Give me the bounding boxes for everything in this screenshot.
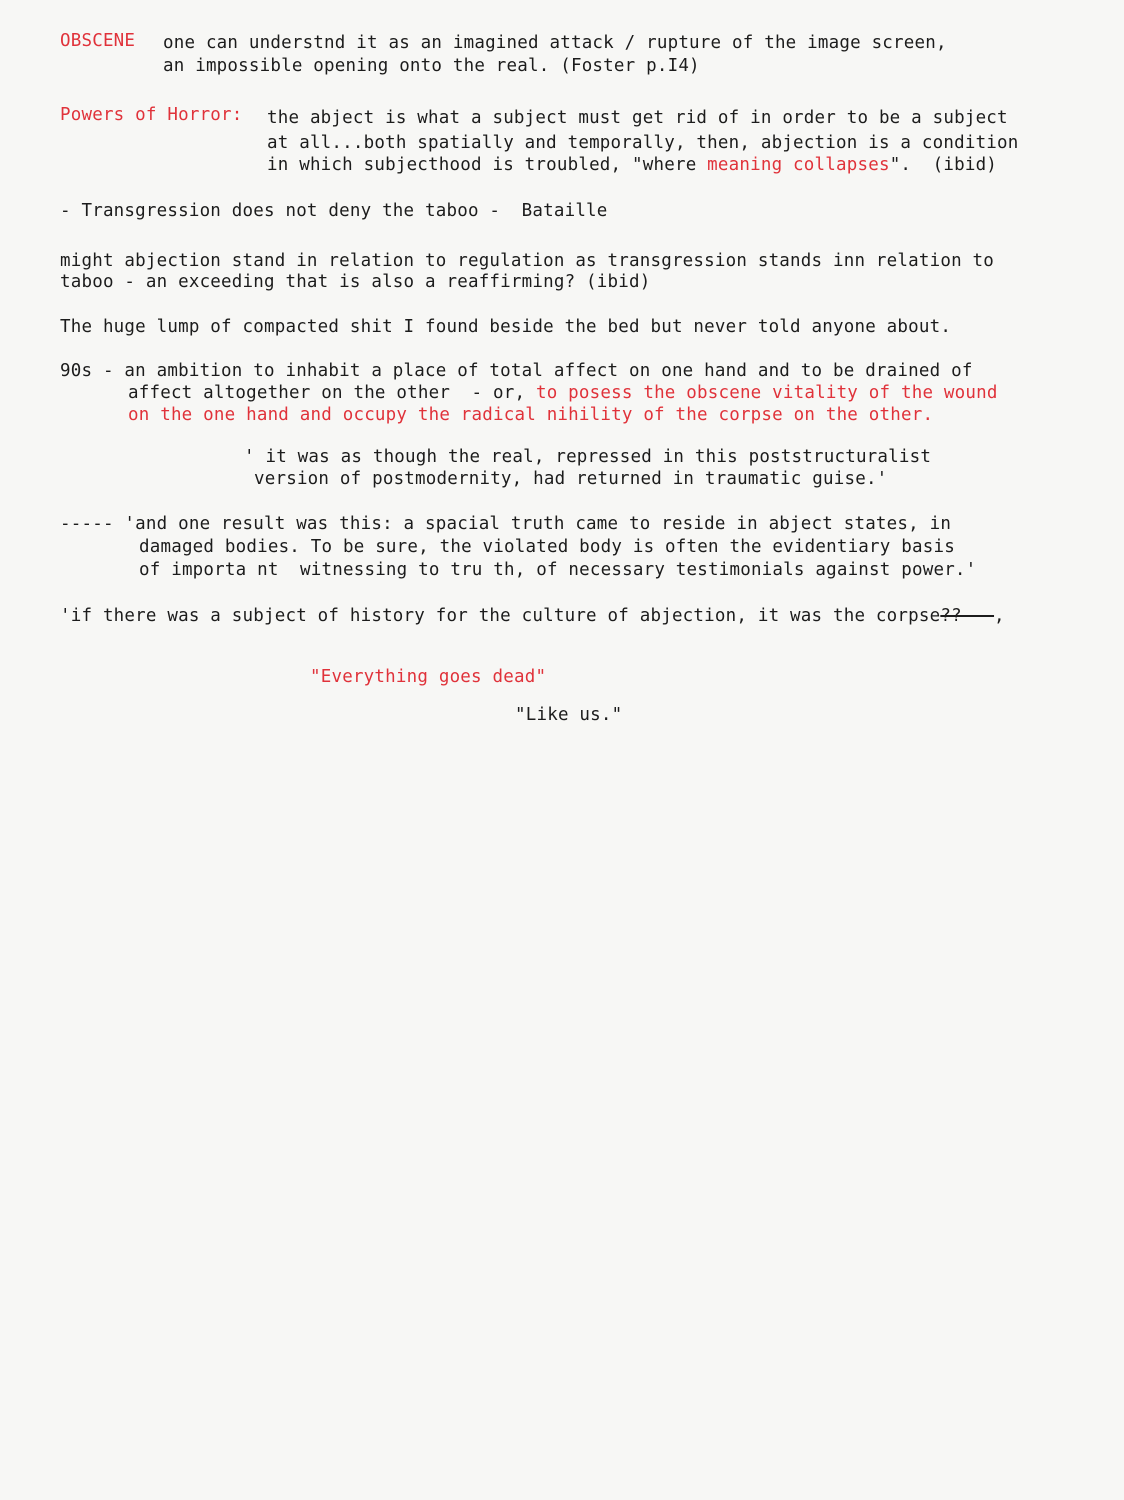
history-line: 'if there was a subject of history for the culture of abjection, it was the corpse??---, xyxy=(60,606,1005,626)
result-quote-line-2: damaged bodies. To be sure, the violated body is often the evidentiary basis xyxy=(139,537,955,557)
powers-line-2: at all...both spatially and temporally, then, abjection is a condition xyxy=(267,133,1019,153)
powers-line-1: the abject is what a subject must get rid of in order to be a subject xyxy=(267,108,1008,128)
like-us: "Like us." xyxy=(515,705,623,725)
label-powers-of-horror: Powers of Horror: xyxy=(60,105,243,125)
result-quote-line-3: of importa nt witnessing to tru th, of necessary testimonials against power.' xyxy=(139,560,977,580)
abjection-line-1: might abjection stand in relation to regulation as transgression stands inn relation to xyxy=(60,251,995,271)
label-obscene: OBSCENE xyxy=(60,31,136,51)
result-quote-line-1: ----- 'and one result was this: a spacial truth came to reside in abject states, in xyxy=(60,514,952,534)
abjection-line-2: taboo - an exceeding that is also a reaffirming? (ibid) xyxy=(60,272,651,292)
nineties-line-1: 90s - an ambition to inhabit a place of total affect on one hand and to be drained of xyxy=(60,361,973,381)
obscene-line-2: an impossible opening onto the real. (Foster p.I4) xyxy=(163,56,700,76)
obscene-line-1: one can understnd it as an imagined attack / rupture of the image screen, xyxy=(163,33,947,53)
lump-line: The huge lump of compacted shit I found beside the bed but never told anyone about. xyxy=(60,317,952,337)
powers-line-3: in which subjecthood is troubled, "where meaning collapses". (ibid) xyxy=(267,155,998,175)
nineties-line-3: on the one hand and occupy the radical nihility of the corpse on the other. xyxy=(128,405,934,425)
real-quote-line-1: ' it was as though the real, repressed in this poststructuralist xyxy=(244,447,932,467)
everything-goes-dead: "Everything goes dead" xyxy=(310,667,547,687)
transgression-line: - Transgression does not deny the taboo - Bataille xyxy=(60,201,608,221)
real-quote-line-2: version of postmodernity, had returned in traumatic guise.' xyxy=(254,469,888,489)
nineties-line-2: affect altogether on the other - or, to posess the obscene vitality of the wound xyxy=(128,383,998,403)
